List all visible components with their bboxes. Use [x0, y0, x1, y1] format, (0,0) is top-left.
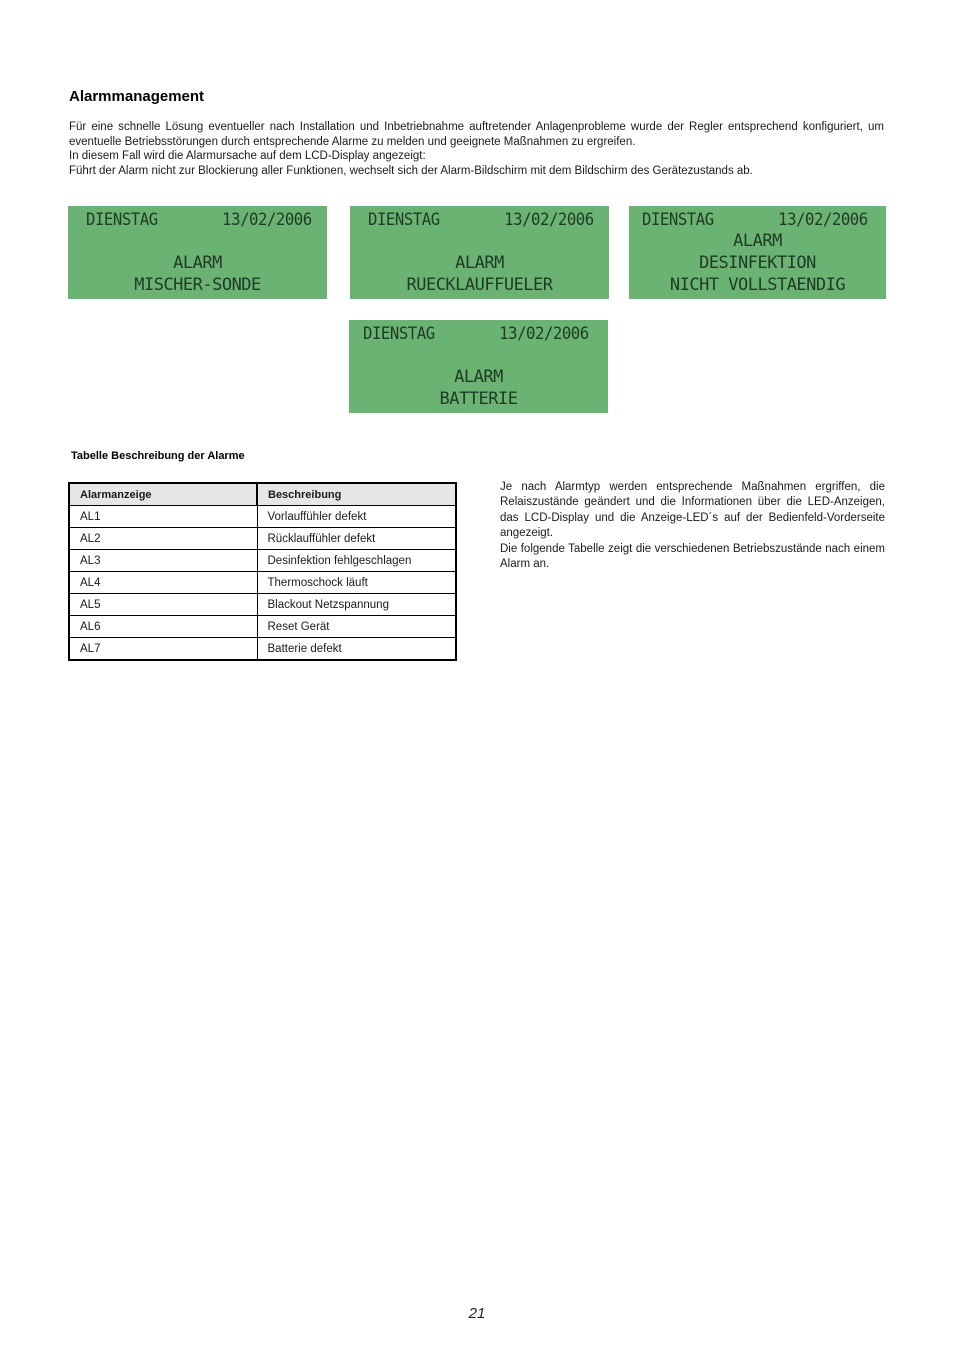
lcd-line-1: ALARM [733, 231, 782, 251]
alarm-description: Blackout Netzspannung [257, 594, 456, 616]
alarm-code: AL7 [69, 638, 257, 661]
alarm-description: Desinfektion fehlgeschlagen [257, 550, 456, 572]
lcd-display-mischer-sonde [68, 206, 327, 299]
alarm-description: Reset Gerät [257, 616, 456, 638]
lcd-day: DIENSTAG [86, 210, 158, 230]
intro-paragraph-1: Für eine schnelle Lösung eventueller nach Installation und Inbetriebnahme auftretender Anlagenprobleme wurde der Regler entsprechend konfiguriert, um eventuelle Betriebsstörungen durch entsprechende Alarme zu melden und geeignete Maßnahmen zu ergreifen. [69, 121, 884, 148]
table-row [69, 572, 456, 594]
alarm-code: AL2 [69, 528, 257, 550]
lcd-line-2: ALARM [455, 253, 504, 273]
lcd-line-3: BATTERIE [439, 389, 518, 409]
header-alarmanzeige: Alarmanzeige [69, 483, 257, 506]
alarm-description: Thermoschock läuft [257, 572, 456, 594]
lcd-line-3: RUECKLAUFFUELER [406, 275, 553, 295]
table-row [69, 638, 456, 661]
lcd-day: DIENSTAG [642, 210, 714, 230]
header-beschreibung: Beschreibung [257, 483, 456, 506]
alarm-code: AL3 [69, 550, 257, 572]
alarm-table [68, 482, 457, 661]
lcd-date: 13/02/2006 [504, 210, 594, 230]
lcd-date: 13/02/2006 [222, 210, 312, 230]
section-title: Alarmmanagement [69, 88, 205, 105]
alarm-code: AL1 [69, 506, 257, 528]
side-paragraph-2: Die folgende Tabelle zeigt die verschiedenen Betriebszustände nach einem Alarm an. [500, 542, 885, 571]
lcd-day: DIENSTAG [363, 324, 435, 344]
alarm-description: Batterie defekt [257, 638, 456, 661]
side-paragraph-1: Je nach Alarmtyp werden entsprechende Maßnahmen ergriffen, die Relaiszustände geändert und die Informationen über die LED-Anzeigen, das LCD-Display und die Anzeige-LED´s auf der Bedienfeld-Vorderseite angezeigt. [500, 481, 885, 540]
intro-paragraph-3: Führt der Alarm nicht zur Blockierung aller Funktionen, wechselt sich der Alarm-Bildschirm mit dem Bildschirm des Gerätezustands ab. [69, 164, 753, 177]
intro-text [69, 120, 884, 178]
alarm-code: AL6 [69, 616, 257, 638]
lcd-display-batterie [349, 320, 608, 413]
lcd-display-ruecklauffueler [350, 206, 609, 299]
lcd-line-3: NICHT VOLLSTAENDIG [669, 275, 846, 295]
table-row [69, 594, 456, 616]
lcd-line-2: ALARM [454, 367, 503, 387]
lcd-day: DIENSTAG [368, 210, 440, 230]
alarm-description: Vorlauffühler defekt [257, 506, 456, 528]
lcd-date: 13/02/2006 [778, 210, 868, 230]
page-number: 21 [468, 1305, 486, 1322]
lcd-display-desinfektion [629, 206, 886, 299]
intro-paragraph-2: In diesem Fall wird die Alarmursache auf dem LCD-Display angezeigt: [69, 150, 426, 163]
table-row [69, 550, 456, 572]
lcd-line-3: MISCHER-SONDE [134, 275, 261, 295]
alarm-code: AL4 [69, 572, 257, 594]
alarm-description: Rücklauffühler defekt [257, 528, 456, 550]
lcd-line-2: DESINFEKTION [699, 253, 816, 273]
table-title: Tabelle Beschreibung der Alarme [71, 450, 245, 462]
table-row [69, 506, 456, 528]
side-text [500, 480, 885, 572]
lcd-date: 13/02/2006 [499, 324, 589, 344]
table-row [69, 616, 456, 638]
lcd-line-2: ALARM [173, 253, 222, 273]
table-row [69, 528, 456, 550]
table-header-row [69, 483, 456, 506]
alarm-code: AL5 [69, 594, 257, 616]
